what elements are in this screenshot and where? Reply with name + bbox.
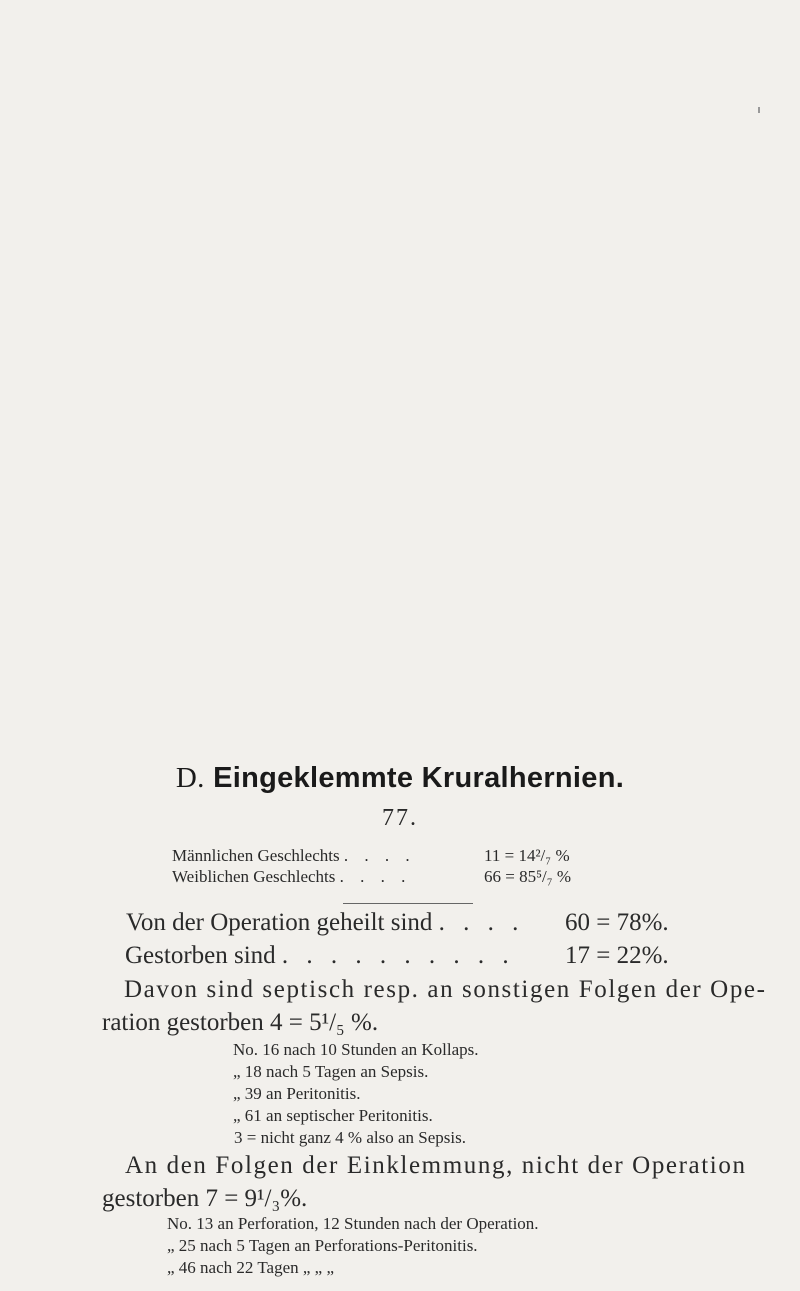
- list-item: No. 16 nach 10 Stunden an Kollaps.: [233, 1040, 479, 1059]
- healed-row: [126, 909, 524, 937]
- list-item: „ 18 nach 5 Tagen an Sepsis.: [233, 1062, 429, 1081]
- gender-label: Männlichen Geschlechts: [172, 846, 340, 865]
- list-item: 3 = nicht ganz 4 % also an Sepsis.: [234, 1128, 466, 1147]
- died-row: [125, 942, 515, 970]
- leader-dots: . . . .: [339, 867, 412, 886]
- incarceration-line-1: An den Folgen der Einklemmung, nicht der Operation: [125, 1152, 747, 1179]
- list-item: „ 25 nach 5 Tagen an Perforations-Peritonitis.: [167, 1236, 478, 1255]
- gender-label: Weiblichen Geschlechts: [172, 867, 336, 886]
- gender-value-female: 66 = 85⁵/₇ %: [484, 867, 572, 886]
- gender-row-male: [172, 846, 416, 866]
- list-item: No. 13 an Perforation, 12 Stunden nach der Operation.: [167, 1214, 539, 1233]
- scan-mark: [758, 107, 760, 113]
- list-item: „ 46 nach 22 Tagen „ „ „: [167, 1258, 335, 1277]
- incarceration-line-2: gestorben 7 = 9¹/₃%.: [102, 1185, 308, 1212]
- divider-rule: [343, 903, 473, 904]
- leader-dots: . . . .: [343, 846, 416, 865]
- leader-dots: . . . . . . . . . .: [281, 942, 515, 969]
- leader-dots: . . . .: [438, 909, 525, 936]
- died-label: Gestorben sind: [125, 942, 276, 969]
- septic-line-1: Davon sind septisch resp. an sonstigen Folgen der Ope-: [124, 976, 767, 1003]
- gender-value-male: 11 = 14²/₇ %: [484, 846, 570, 865]
- healed-value: 60 = 78%.: [565, 909, 669, 936]
- gender-row-female: [172, 867, 411, 887]
- section-letter: D.: [175, 762, 205, 794]
- septic-line-2: ration gestorben 4 = 5¹/₅ %.: [102, 1009, 379, 1036]
- list-item: „ 61 an septischer Peritonitis.: [233, 1106, 433, 1125]
- section-number: 77.: [382, 805, 418, 831]
- section-heading: [0, 762, 800, 795]
- healed-label: Von der Operation geheilt sind: [126, 909, 433, 936]
- died-value: 17 = 22%.: [565, 942, 669, 969]
- list-item: „ 39 an Peritonitis.: [233, 1084, 361, 1103]
- section-title: Eingeklemmte Kruralhernien.: [213, 762, 625, 794]
